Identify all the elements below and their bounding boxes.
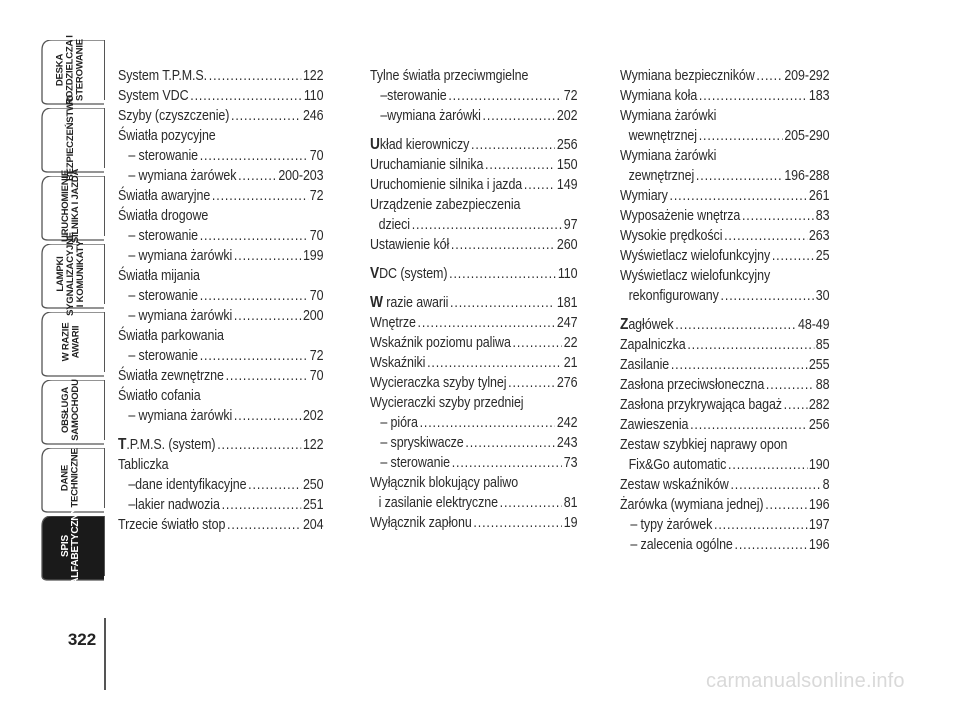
entry-page[interactable]: 72 <box>309 188 324 204</box>
leader-dots <box>687 335 814 355</box>
entry-page[interactable]: 19 <box>563 515 578 531</box>
index-entry[interactable] <box>118 515 323 535</box>
index-entry[interactable] <box>370 313 577 333</box>
entry-page[interactable]: 183 <box>808 88 830 104</box>
leader-dots <box>231 106 301 126</box>
entry-title: – sterowanie <box>128 288 198 304</box>
entry-title: T.P.M.S. (system) <box>118 436 216 453</box>
index-entry[interactable] <box>118 386 323 406</box>
entry-title: Wnętrze <box>370 315 416 331</box>
entry-page[interactable]: 83 <box>815 208 830 224</box>
leader-dots <box>500 493 562 513</box>
index-entry[interactable] <box>620 395 829 415</box>
leader-dots <box>483 106 556 126</box>
leader-dots <box>418 313 556 333</box>
entry-page[interactable]: 196 <box>808 537 830 553</box>
entry-page[interactable]: 276 <box>556 375 578 391</box>
index-entry[interactable] <box>620 435 829 455</box>
entry-page[interactable]: 197 <box>808 517 830 533</box>
entry-page[interactable]: 70 <box>309 288 324 304</box>
index-entry[interactable] <box>370 373 577 393</box>
entry-page[interactable]: 48-49 <box>798 317 830 333</box>
leader-dots <box>451 235 555 255</box>
index-entry[interactable] <box>620 266 829 286</box>
entry-title: Zagłówek <box>620 316 674 333</box>
entry-title: Wysokie prędkości <box>620 228 723 244</box>
index-entry[interactable] <box>118 366 323 386</box>
index-entry[interactable] <box>118 475 323 495</box>
entry-title: Zestaw szybkiej naprawy opon <box>620 437 788 453</box>
entry-page[interactable]: 30 <box>815 288 830 304</box>
index-entry[interactable] <box>118 66 323 86</box>
entry-title: – wymiana żarówek <box>128 168 237 184</box>
leader-dots <box>690 415 807 435</box>
index-entry-continuation[interactable] <box>370 493 577 513</box>
index-entry[interactable] <box>118 306 323 326</box>
leader-dots <box>714 515 807 535</box>
index-entry[interactable] <box>620 86 829 106</box>
entry-title: Wycieraczka szyby tylnej <box>370 375 507 391</box>
leader-dots <box>209 66 301 86</box>
entry-page[interactable]: 263 <box>808 228 830 244</box>
leader-dots <box>721 286 815 306</box>
index-entry[interactable] <box>620 315 829 335</box>
leader-dots <box>696 166 783 186</box>
entry-title: –lakier nadwozia <box>128 497 220 513</box>
entry-page[interactable]: 21 <box>563 355 578 371</box>
entry-page[interactable]: 110 <box>303 88 324 104</box>
section-tab-7[interactable] <box>38 448 105 508</box>
leader-dots <box>427 353 562 373</box>
index-column-2 <box>370 66 578 533</box>
entry-page[interactable]: 202 <box>556 108 578 124</box>
entry-title: Światła awaryjne <box>118 188 211 204</box>
entry-page[interactable]: 209-292 <box>784 68 830 84</box>
entry-page[interactable]: 199 <box>302 248 324 264</box>
entry-title: Zawieszenia <box>620 417 689 433</box>
leader-dots <box>524 175 555 195</box>
entry-title: rekonfigurowany <box>628 288 719 304</box>
section-gap <box>370 126 578 135</box>
entry-page[interactable]: 243 <box>556 435 578 451</box>
index-entry[interactable] <box>370 353 577 373</box>
entry-title: – sterowanie <box>128 148 198 164</box>
index-entry[interactable] <box>370 413 577 433</box>
entry-page[interactable]: 196 <box>808 497 830 513</box>
leader-dots <box>485 155 555 175</box>
leader-dots <box>675 315 796 335</box>
watermark-logo: carmanualsonline.info <box>706 670 905 692</box>
leader-dots <box>670 186 808 206</box>
entry-title: – pióra <box>380 415 418 431</box>
leader-dots <box>784 395 808 415</box>
index-entry-continuation[interactable] <box>620 286 829 306</box>
leader-dots <box>699 126 783 146</box>
section-tab-6[interactable] <box>38 380 105 440</box>
index-entry[interactable] <box>370 333 577 353</box>
entry-page[interactable]: 196-288 <box>784 168 830 184</box>
section-tab-8[interactable] <box>38 507 105 585</box>
entry-page[interactable]: 70 <box>309 368 324 384</box>
leader-dots <box>671 355 807 375</box>
leader-dots <box>452 453 562 473</box>
page-number: 322 <box>67 630 97 649</box>
tab-label: LAMPKI SYGNALIZACYJNE I KOMUNIKATY <box>55 232 86 316</box>
entry-title: Wymiary <box>620 188 668 204</box>
leader-dots <box>465 433 555 453</box>
index-entry-continuation[interactable] <box>620 166 829 186</box>
entry-title: Wymiana koła <box>620 88 698 104</box>
leader-dots <box>234 306 301 326</box>
index-entry[interactable] <box>370 513 577 533</box>
entry-title: Tabliczka <box>118 457 169 473</box>
leader-dots <box>200 286 308 306</box>
index-entry[interactable] <box>620 415 829 435</box>
entry-page[interactable]: 251 <box>302 497 324 513</box>
leader-dots <box>200 146 308 166</box>
section-tab-3[interactable] <box>38 168 105 244</box>
entry-page[interactable]: 70 <box>309 148 324 164</box>
index-entry[interactable] <box>118 326 323 346</box>
index-entry[interactable] <box>620 206 829 226</box>
entry-title: –sterowanie <box>380 88 447 104</box>
entry-page[interactable]: 70 <box>309 228 324 244</box>
index-entry[interactable] <box>118 166 323 186</box>
entry-title: Trzecie światło stop <box>118 517 226 533</box>
entry-title: Wskaźniki <box>370 355 426 371</box>
index-entry[interactable] <box>370 473 577 493</box>
leader-dots <box>200 226 308 246</box>
index-entry[interactable] <box>118 186 323 206</box>
entry-page[interactable]: 200-203 <box>278 168 324 184</box>
tab-label: URUCHOMIENIE SILNIKA I JAZDA <box>60 168 82 244</box>
section-gap <box>620 306 830 315</box>
entry-title: Zasilanie <box>620 357 670 373</box>
leader-dots <box>735 535 808 555</box>
index-entry[interactable] <box>620 106 829 126</box>
entry-title: Szyby (czyszczenie) <box>118 108 230 124</box>
tab-label: DESKA ROZDZIELCZA I STEROWANIE <box>55 35 87 105</box>
entry-page[interactable]: 88 <box>815 377 830 393</box>
index-entry[interactable] <box>118 226 323 246</box>
entry-title: wewnętrznej <box>628 128 697 144</box>
entry-page[interactable]: 149 <box>556 177 578 193</box>
leader-dots <box>471 135 555 155</box>
entry-title: i zasilanie elektryczne <box>378 495 498 511</box>
index-entry-continuation[interactable] <box>620 455 829 475</box>
leader-dots <box>212 186 308 206</box>
entry-title: Światła pozycyjne <box>118 128 216 144</box>
index-entry[interactable] <box>620 475 829 495</box>
leader-dots <box>248 475 301 495</box>
tab-label: SPIS ALFABETYCZNY <box>60 507 82 585</box>
entry-title: Zapalniczka <box>620 337 686 353</box>
entry-page[interactable]: 260 <box>556 237 578 253</box>
entry-title: Wymiana żarówki <box>620 108 717 124</box>
index-entry[interactable] <box>370 175 577 195</box>
index-entry[interactable] <box>620 226 829 246</box>
index-column-1 <box>118 66 324 535</box>
tab-label: DANE TECHNICZNE <box>59 448 81 508</box>
index-entry[interactable] <box>118 126 323 146</box>
index-entry[interactable] <box>118 286 323 306</box>
entry-title: Zasłona przeciwsłoneczna <box>620 377 765 393</box>
index-entry-continuation[interactable] <box>620 126 829 146</box>
leader-dots <box>772 246 814 266</box>
leader-dots <box>412 215 562 235</box>
leader-dots <box>190 86 302 106</box>
entry-title: Układ kierowniczy <box>370 136 470 153</box>
entry-title: – sterowanie <box>128 228 198 244</box>
index-entry[interactable] <box>370 86 577 106</box>
entry-title: Żarówka (wymiana jednej) <box>620 497 764 513</box>
leader-dots <box>724 226 807 246</box>
leader-dots <box>756 66 782 86</box>
leader-dots <box>766 375 814 395</box>
section-tab-4[interactable] <box>38 232 105 316</box>
index-entry[interactable] <box>620 355 829 375</box>
leader-dots <box>473 513 562 533</box>
entry-page[interactable]: 122 <box>302 68 324 84</box>
entry-page[interactable]: 22 <box>563 335 578 351</box>
leader-dots <box>450 293 555 313</box>
entry-title: Światła parkowania <box>118 328 224 344</box>
entry-title: Wyświetlacz wielofunkcyjny <box>620 248 771 264</box>
index-entry[interactable] <box>118 406 323 426</box>
tab-label: W RAZIE AWARII <box>60 322 81 362</box>
entry-title: System VDC <box>118 88 189 104</box>
leader-dots <box>730 475 820 495</box>
index-entry[interactable] <box>370 195 577 215</box>
entry-page[interactable]: 255 <box>808 357 830 373</box>
entry-title: – wymiana żarówki <box>128 408 233 424</box>
entry-title: Wymiana bezpieczników <box>620 68 755 84</box>
entry-page[interactable]: 282 <box>808 397 830 413</box>
entry-page[interactable]: 250 <box>302 477 324 493</box>
index-entry[interactable] <box>118 206 323 226</box>
index-entry[interactable] <box>370 155 577 175</box>
entry-page[interactable]: 261 <box>808 188 830 204</box>
tab-divider <box>104 618 106 690</box>
index-entry[interactable] <box>370 235 577 255</box>
leader-dots <box>234 246 301 266</box>
entry-title: Uruchamianie silnika <box>370 157 484 173</box>
index-entry[interactable] <box>118 435 323 455</box>
index-entry[interactable] <box>620 375 829 395</box>
entry-title: Wyposażenie wnętrza <box>620 208 741 224</box>
entry-title: Wyłącznik blokujący paliwo <box>370 475 519 491</box>
index-entry[interactable] <box>118 346 323 366</box>
entry-page[interactable]: 150 <box>556 157 578 173</box>
entry-title: – typy żarówek <box>630 517 713 533</box>
leader-dots <box>449 264 556 284</box>
entry-page[interactable]: 202 <box>302 408 324 424</box>
index-column-3 <box>620 66 830 555</box>
leader-dots <box>217 435 301 455</box>
entry-page[interactable]: 247 <box>556 315 578 331</box>
entry-page[interactable]: 200 <box>302 308 324 324</box>
index-entry[interactable] <box>370 264 577 284</box>
leader-dots <box>222 495 302 515</box>
entry-title: –dane identyfikacyjne <box>128 477 247 493</box>
entry-title: – zalecenia ogólne <box>630 537 733 553</box>
entry-title: – spryskiwacze <box>380 435 464 451</box>
leader-dots <box>420 413 556 433</box>
index-entry[interactable] <box>118 495 323 515</box>
entry-page[interactable]: 73 <box>563 455 578 471</box>
entry-title: Światło cofania <box>118 388 201 404</box>
entry-title: Zasłona przykrywająca bagaż <box>620 397 782 413</box>
tab-label: BEZPIECZEŃSTWO <box>65 95 76 181</box>
entry-page[interactable]: 205-290 <box>784 128 830 144</box>
section-tab-2[interactable] <box>38 95 105 181</box>
entry-title: Urządzenie zabezpieczenia <box>370 197 521 213</box>
index-entry[interactable] <box>370 66 577 86</box>
entry-title: – wymiana żarówki <box>128 248 233 264</box>
leader-dots <box>448 86 562 106</box>
index-entry[interactable] <box>370 106 577 126</box>
index-entry[interactable] <box>370 393 577 413</box>
index-entry[interactable] <box>118 455 323 475</box>
entry-title: Wyświetlacz wielofunkcyjny <box>620 268 771 284</box>
entry-title: – sterowanie <box>380 455 450 471</box>
index-entry[interactable] <box>118 146 323 166</box>
entry-title: dzieci <box>378 217 410 233</box>
entry-title: Światła drogowe <box>118 208 209 224</box>
section-gap <box>118 426 324 435</box>
index-entry[interactable] <box>620 495 829 515</box>
leader-dots <box>699 86 807 106</box>
index-entry[interactable] <box>620 186 829 206</box>
entry-title: – sterowanie <box>128 348 198 364</box>
entry-title: Fix&Go automatic <box>628 457 727 473</box>
entry-page[interactable]: 97 <box>563 217 578 233</box>
leader-dots <box>234 406 301 426</box>
entry-title: Uruchomienie silnika i jazda <box>370 177 523 193</box>
index-entry[interactable] <box>620 335 829 355</box>
entry-title: Światła mijania <box>118 268 200 284</box>
entry-page[interactable]: 8 <box>822 477 830 493</box>
entry-page[interactable]: 72 <box>309 348 324 364</box>
section-gap <box>370 284 578 293</box>
entry-page[interactable]: 256 <box>808 417 830 433</box>
leader-dots <box>728 455 807 475</box>
index-entry[interactable] <box>620 535 829 555</box>
entry-page[interactable]: 72 <box>563 88 578 104</box>
entry-page[interactable]: 190 <box>808 457 830 473</box>
index-entry[interactable] <box>370 135 577 155</box>
leader-dots <box>513 333 563 353</box>
index-entry[interactable] <box>118 86 323 106</box>
entry-page[interactable]: 256 <box>556 137 578 153</box>
leader-dots <box>238 166 277 186</box>
index-entry-continuation[interactable] <box>370 215 577 235</box>
index-entry[interactable] <box>118 246 323 266</box>
entry-title: Wymiana żarówki <box>620 148 717 164</box>
leader-dots <box>742 206 814 226</box>
entry-title: W razie awarii <box>370 294 449 311</box>
entry-title: Ustawienie kół <box>370 237 450 253</box>
tab-label: OBSŁUGA SAMOCHODU <box>59 379 81 441</box>
entry-title: Wycieraczki szyby przedniej <box>370 395 524 411</box>
entry-title: Światła zewnętrzne <box>118 368 224 384</box>
entry-title: Tylne światła przeciwmgielne <box>370 68 529 84</box>
entry-page[interactable]: 85 <box>815 337 830 353</box>
entry-page[interactable]: 242 <box>556 415 578 431</box>
index-entry[interactable] <box>370 293 577 313</box>
index-entry[interactable] <box>620 246 829 266</box>
entry-page[interactable]: 110 <box>557 266 578 282</box>
entry-page[interactable]: 246 <box>302 108 324 124</box>
entry-title: Zestaw wskaźników <box>620 477 729 493</box>
section-tab-5[interactable] <box>38 312 105 372</box>
leader-dots <box>200 346 308 366</box>
index-entry[interactable] <box>118 266 323 286</box>
index-entry[interactable] <box>370 433 577 453</box>
entry-title: Wyłącznik zapłonu <box>370 515 472 531</box>
section-tab-1[interactable] <box>38 35 105 105</box>
entry-title: – wymiana żarówki <box>128 308 233 324</box>
leader-dots <box>765 495 807 515</box>
entry-title: VDC (system) <box>370 265 448 282</box>
index-entry[interactable] <box>620 515 829 535</box>
leader-dots <box>226 366 308 386</box>
index-entry[interactable] <box>118 106 323 126</box>
entry-title: Wskaźnik poziomu paliwa <box>370 335 511 351</box>
section-gap <box>370 255 578 264</box>
index-entry[interactable] <box>620 66 829 86</box>
entry-page[interactable]: 204 <box>302 517 324 533</box>
index-entry[interactable] <box>370 453 577 473</box>
entry-page[interactable]: 122 <box>302 437 324 453</box>
index-entry[interactable] <box>620 146 829 166</box>
entry-title: zewnętrznej <box>628 168 695 184</box>
leader-dots <box>227 515 301 535</box>
entry-title: System T.P.M.S. <box>118 68 208 84</box>
entry-page[interactable]: 181 <box>556 295 578 311</box>
entry-title: –wymiana żarówki <box>380 108 481 124</box>
entry-page[interactable]: 81 <box>563 495 578 511</box>
entry-page[interactable]: 25 <box>815 248 830 264</box>
leader-dots <box>508 373 555 393</box>
